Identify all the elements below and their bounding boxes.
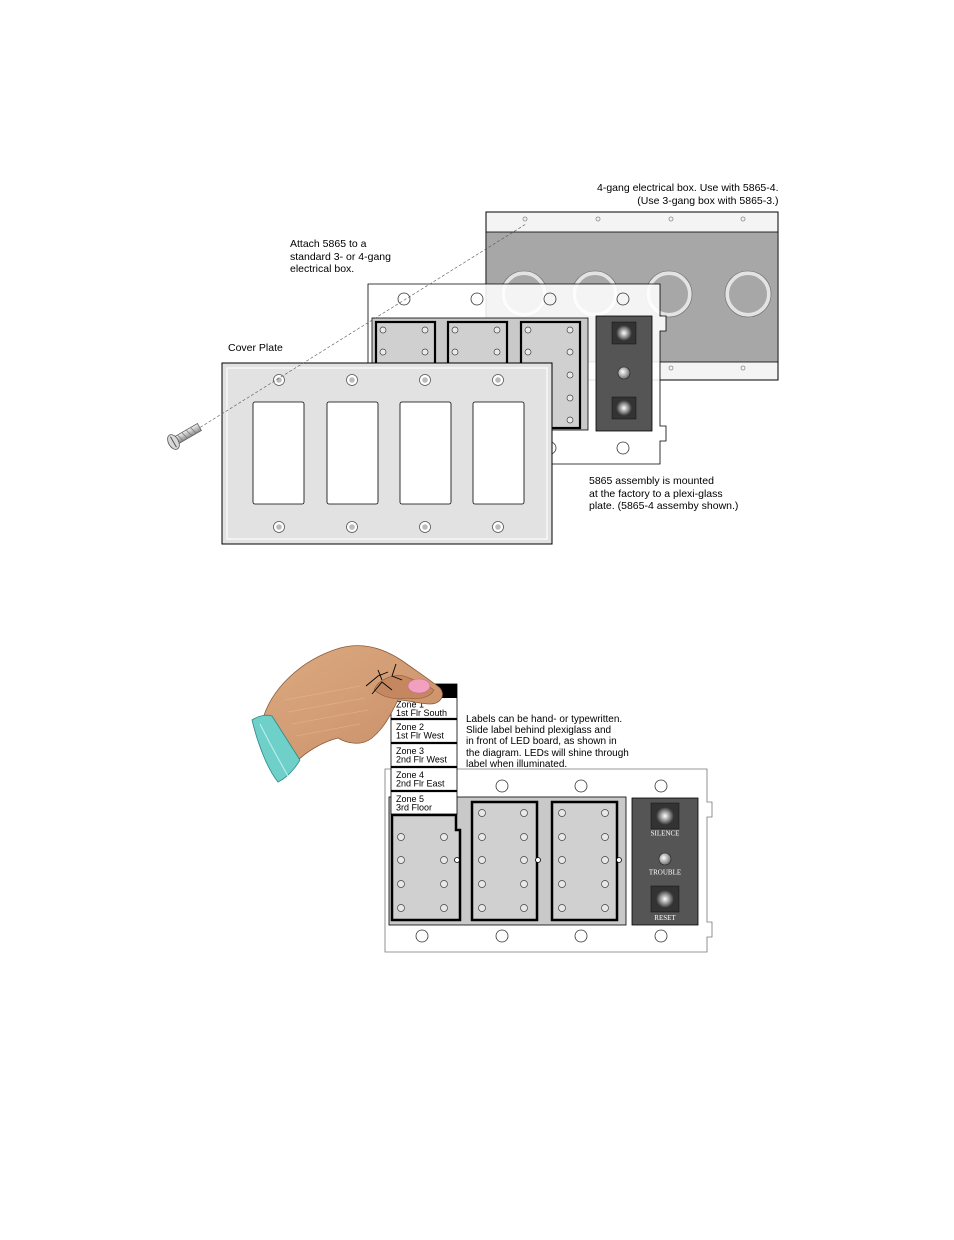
trouble-label: TROUBLE [648, 868, 682, 877]
silence-label: SILENCE [650, 829, 680, 838]
assembly-callout-line-1: 5865 assembly is mounted [589, 475, 714, 487]
cover-plate [222, 363, 552, 544]
cover-plate-label [228, 342, 283, 355]
led-boards [392, 802, 622, 920]
labels-callout [466, 714, 629, 770]
labels-callout-line-4: the diagram. LEDs will shine through [466, 747, 629, 759]
reset-label: RESET [654, 914, 676, 922]
cover-plate-label-text: Cover Plate [228, 342, 283, 354]
labels-callout-line-2: Slide label behind plexiglass and [466, 725, 612, 737]
zone-3-title: Zone 3 [396, 746, 425, 756]
zone-1-title: Zone 1 [396, 699, 425, 710]
zone-2-location: 1st Flr West [396, 730, 444, 741]
assembly-callout-line-3: plate. (5865-4 assemby shown.) [589, 500, 739, 512]
labels-callout-line-5: label when illuminated. [466, 758, 568, 770]
zone-5-title: Zone 5 [396, 794, 425, 804]
box-callout-line-2: (Use 3-gang box with 5865-3.) [637, 194, 779, 207]
zone-1-location: 1st Flr South [396, 708, 448, 718]
labels-callout-line-1: Labels can be hand- or typewritten. [466, 714, 623, 725]
attach-callout-line-2: standard 3- or 4-gang [290, 250, 391, 263]
trouble-led [659, 853, 671, 865]
attach-callout-line-3: electrical box. [290, 263, 355, 275]
zone-4-location: 2nd Flr East [396, 778, 445, 789]
assembly-callout-line-2: at the factory to a plexi-glass [589, 487, 723, 500]
box-callout-line-1: 4-gang electrical box. Use with 5865-4. [597, 182, 779, 194]
labels-callout-line-3: in front of LED board, as shown in [466, 736, 617, 748]
control-panel [632, 798, 698, 925]
zone-5-location: 3rd Floor [396, 802, 433, 813]
control-panel-small [596, 316, 652, 431]
mounting-screw [165, 420, 203, 451]
zone-3-location: 2nd Flr West [396, 754, 447, 765]
zone-4-title: Zone 4 [396, 770, 425, 780]
box-callout [597, 182, 779, 207]
reset-button [656, 890, 674, 908]
attach-callout-line-1: Attach 5865 to a [290, 238, 367, 250]
assembly-callout [589, 475, 738, 513]
silence-button [656, 807, 674, 825]
attach-callout [290, 238, 391, 276]
zone-2-title: Zone 2 [396, 722, 425, 732]
